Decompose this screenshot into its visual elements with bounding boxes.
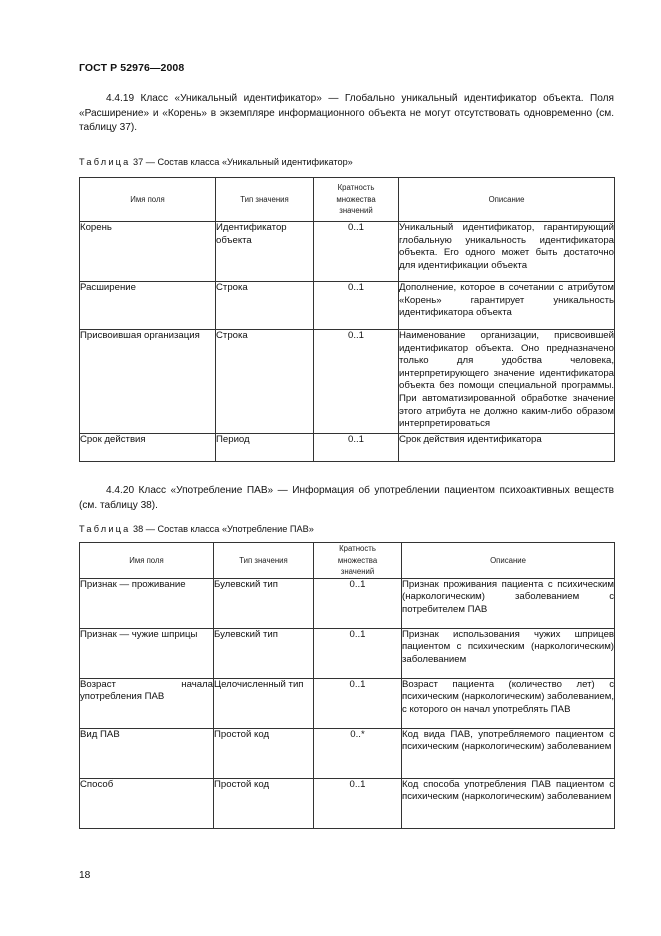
table-cell-type: Простой код xyxy=(214,728,314,778)
table-38-caption-title: 38 — Состав класса «Употребление ПАВ» xyxy=(133,524,314,534)
table-37 xyxy=(79,177,615,462)
table-37-caption xyxy=(79,157,353,167)
table-cell-type: Период xyxy=(216,434,314,462)
table-37-header-mult: Кратность множества значений xyxy=(314,178,399,222)
table-cell-mult: 0..1 xyxy=(314,222,399,282)
table-row xyxy=(80,578,615,628)
table-cell-desc: Признак проживания пациента с психическим (наркологическим) заболеванием с потребителем ПАВ xyxy=(402,578,615,628)
table-37-header-desc: Описание xyxy=(399,178,615,222)
table-cell-desc: Срок действия идентификатора xyxy=(399,434,615,462)
table-38-header-desc: Описание xyxy=(402,543,615,579)
table-cell-type: Целочисленный тип xyxy=(214,678,314,728)
paragraph-4-4-20-text: 4.4.20 Класс «Употребление ПАВ» — Информация об употреблении пациентом психоактивных веществ (см. таблицу 38). xyxy=(79,485,614,511)
table-38 xyxy=(79,542,615,829)
table-cell-name: Вид ПАВ xyxy=(80,728,214,778)
page-number: 18 xyxy=(79,870,91,881)
table-cell-name: Присвоившая организация xyxy=(80,330,216,434)
table-cell-type: Строка xyxy=(216,282,314,330)
table-cell-mult: 0..1 xyxy=(314,628,402,678)
table-38-header-row xyxy=(80,543,615,579)
table-cell-name: Способ xyxy=(80,778,214,828)
table-cell-desc: Возраст пациента (количество лет) с психическим (наркологическим) заболеванием, с которого он начал употреблять ПАВ xyxy=(402,678,615,728)
table-row xyxy=(80,628,615,678)
table-cell-desc: Наименование организации, присвоившей идентификатор объекта. Оно предназначено только для удобства человека, интерпретирующего значение идентификатора объекта без помощи специальной программы. При автоматизированной обработке значение этого атрибута не должно каким-либо образом интерпретироваться xyxy=(399,330,615,434)
table-38-header-mult: Кратность множества значений xyxy=(314,543,402,579)
table-cell-type: Строка xyxy=(216,330,314,434)
table-row xyxy=(80,434,615,462)
table-row xyxy=(80,282,615,330)
table-cell-type: Булевский тип xyxy=(214,628,314,678)
table-cell-type: Идентификатор объекта xyxy=(216,222,314,282)
table-row xyxy=(80,778,615,828)
table-cell-desc: Признак использования чужих шприцев пациентом с психическим (наркологическим) заболеванием xyxy=(402,628,615,678)
table-37-header-name: Имя поля xyxy=(80,178,216,222)
table-row xyxy=(80,728,615,778)
table-cell-name: Срок действия xyxy=(80,434,216,462)
table-cell-desc: Код вида ПАВ, употребляемого пациентом с психическим (наркологическим) заболеванием xyxy=(402,728,615,778)
table-38-header-type: Тип значения xyxy=(214,543,314,579)
paragraph-4-4-20 xyxy=(79,484,614,513)
table-cell-mult: 0..1 xyxy=(314,678,402,728)
standard-header: ГОСТ Р 52976—2008 xyxy=(79,62,185,74)
table-cell-name: Корень xyxy=(80,222,216,282)
table-row xyxy=(80,678,615,728)
table-cell-mult: 0..1 xyxy=(314,778,402,828)
table-38-caption xyxy=(79,524,314,534)
table-38-header-name: Имя поля xyxy=(80,543,214,579)
table-row xyxy=(80,222,615,282)
table-cell-type: Простой код xyxy=(214,778,314,828)
table-cell-mult: 0..* xyxy=(314,728,402,778)
table-cell-name: Признак — проживание xyxy=(80,578,214,628)
table-cell-mult: 0..1 xyxy=(314,282,399,330)
table-37-header-row xyxy=(80,178,615,222)
paragraph-4-4-19 xyxy=(79,92,614,136)
table-cell-name: Расширение xyxy=(80,282,216,330)
table-cell-type: Булевский тип xyxy=(214,578,314,628)
paragraph-4-4-19-text: 4.4.19 Класс «Уникальный идентификатор» — Глобально уникальный идентификатор объекта. Поля «Расширение» и «Корень» в экземпляре информационного объекта не могут отсутствовать одновременно (см. таблицу 37). xyxy=(79,93,614,133)
table-cell-mult: 0..1 xyxy=(314,578,402,628)
table-38-caption-word: Таблица xyxy=(79,524,131,534)
table-cell-desc: Дополнение, которое в сочетании с атрибутом «Корень» гарантирует уникальность идентификатора объекта xyxy=(399,282,615,330)
table-cell-mult: 0..1 xyxy=(314,434,399,462)
table-cell-name: Возраст начала употребления ПАВ xyxy=(80,678,214,728)
table-cell-desc: Уникальный идентификатор, гарантирующий глобальную уникальность идентификатора объекта. Его одного может быть достаточно для идентификации объекта xyxy=(399,222,615,282)
table-cell-mult: 0..1 xyxy=(314,330,399,434)
table-37-header-type: Тип значения xyxy=(216,178,314,222)
table-37-caption-word: Таблица xyxy=(79,157,131,167)
table-cell-desc: Код способа употребления ПАВ пациентом с психическим (наркологическим) заболеванием xyxy=(402,778,615,828)
table-37-caption-title: 37 — Состав класса «Уникальный идентификатор» xyxy=(133,157,353,167)
table-row xyxy=(80,330,615,434)
table-cell-name: Признак — чужие шприцы xyxy=(80,628,214,678)
